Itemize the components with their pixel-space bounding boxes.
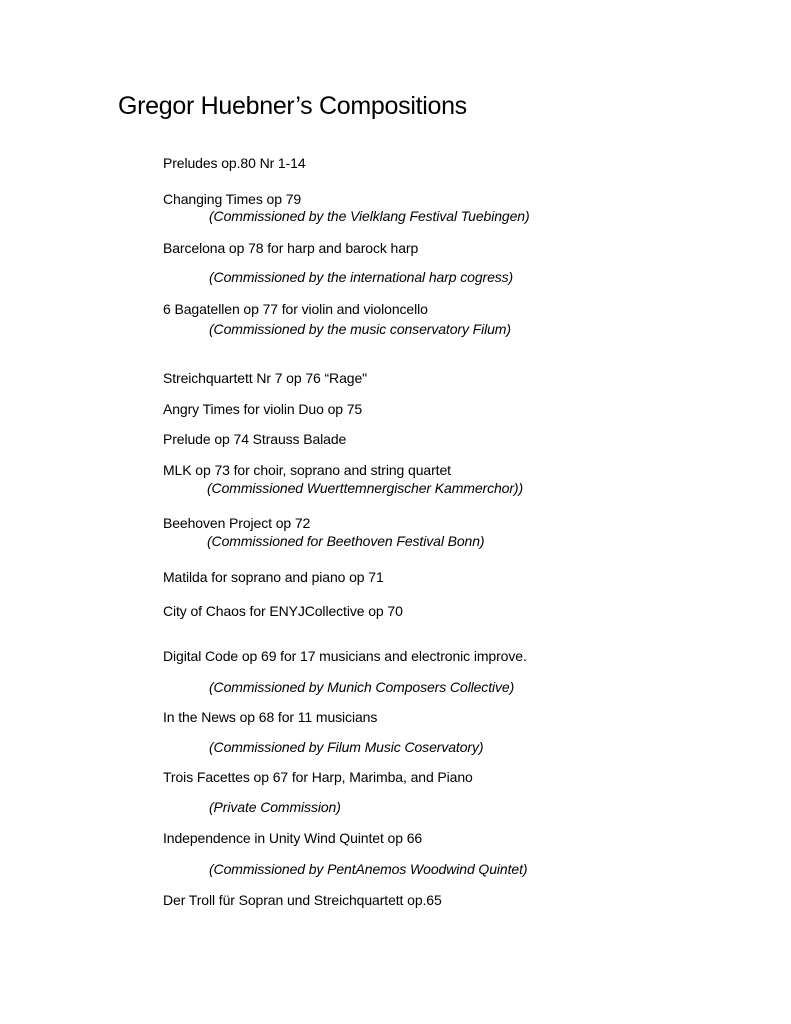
composition-entry: Streichquartett Nr 7 op 76 “Rage" xyxy=(163,370,368,386)
page-title: Gregor Huebner’s Compositions xyxy=(118,92,467,120)
composition-entry: Beehoven Project op 72 xyxy=(163,515,311,531)
composition-entry: Angry Times for violin Duo op 75 xyxy=(163,401,363,417)
composition-entry: Changing Times op 79 xyxy=(163,191,302,207)
commission-note: (Commissioned Wuerttemnergischer Kammerchor)) xyxy=(207,480,524,496)
composition-entry: Matilda for soprano and piano op 71 xyxy=(163,569,384,585)
commission-note: (Commissioned by the international harp cogress) xyxy=(209,269,514,285)
commission-note: (Commissioned by Filum Music Coservatory) xyxy=(209,739,484,755)
commission-note: (Commissioned by PentAnemos Woodwind Quintet) xyxy=(209,861,528,877)
commission-note: (Commissioned by the Vielklang Festival Tuebingen) xyxy=(209,208,530,224)
commission-note: (Private Commission) xyxy=(209,799,341,815)
commission-note: (Commissioned by the music conservatory Filum) xyxy=(209,321,511,337)
composition-entry: Preludes op.80 Nr 1-14 xyxy=(163,155,306,171)
composition-entry: 6 Bagatellen op 77 for violin and violoncello xyxy=(163,301,428,317)
composition-entry: MLK op 73 for choir, soprano and string quartet xyxy=(163,462,451,478)
composition-entry: Trois Facettes op 67 for Harp, Marimba, and Piano xyxy=(163,769,473,785)
commission-note: (Commissioned for Beethoven Festival Bonn) xyxy=(207,533,485,549)
composition-entry: Digital Code op 69 for 17 musicians and electronic improve. xyxy=(163,648,527,664)
composition-entry: City of Chaos for ENYJCollective op 70 xyxy=(163,603,403,619)
composition-entry: Prelude op 74 Strauss Balade xyxy=(163,431,347,447)
composition-entry: In the News op 68 for 11 musicians xyxy=(163,709,378,725)
commission-note: (Commissioned by Munich Composers Collective) xyxy=(209,679,515,695)
composition-entry: Independence in Unity Wind Quintet op 66 xyxy=(163,830,423,846)
composition-entry: Der Troll für Sopran und Streichquartett op.65 xyxy=(163,892,442,908)
composition-entry: Barcelona op 78 for harp and barock harp xyxy=(163,240,419,256)
